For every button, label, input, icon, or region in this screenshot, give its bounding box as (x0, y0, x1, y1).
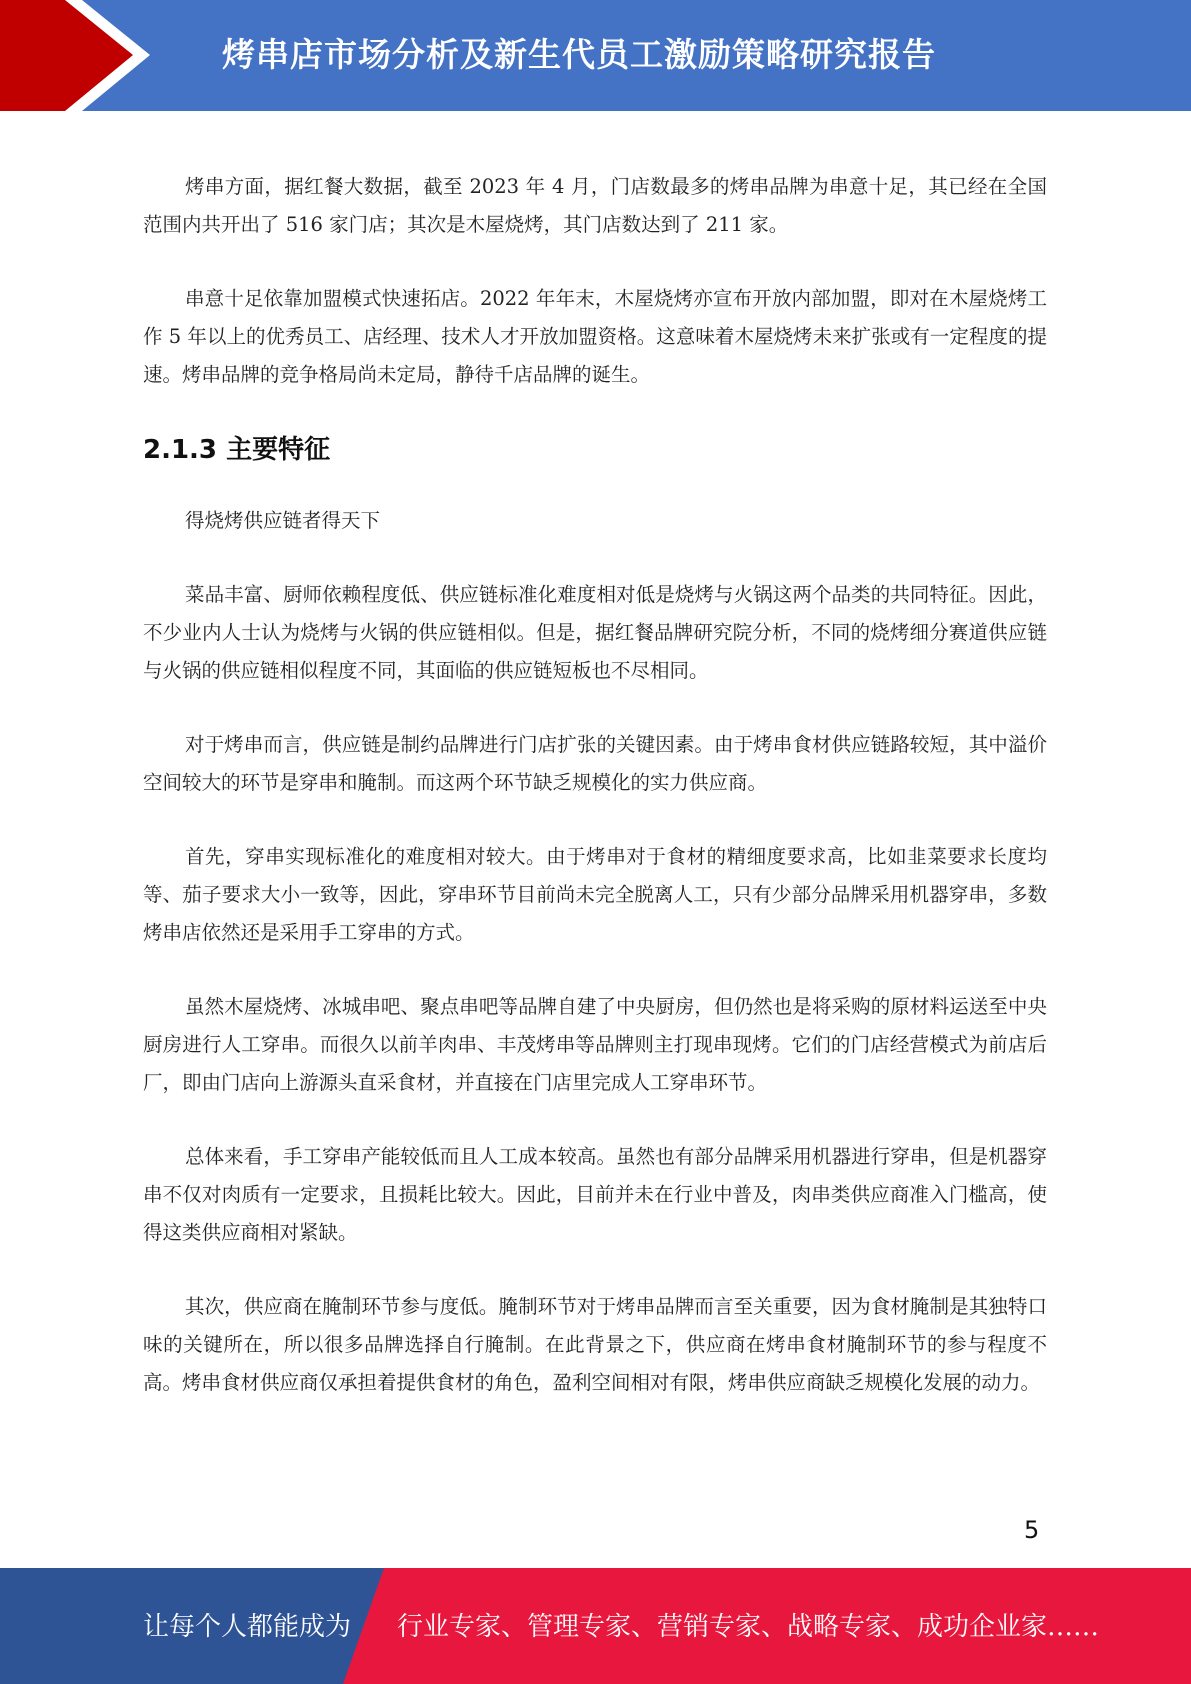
paragraph: 串意十足依靠加盟模式快速拓店。2022 年年末，木屋烧烤亦宣布开放内部加盟，即对在木屋烧烤工作 5 年以上的优秀员工、店经理、技术人才开放加盟资格。这意味着木屋烧烤未来扩张或有一定程度的提速。烤串品牌的竞争格局尚未定局，静待千店品牌的诞生。 (143, 287, 1047, 386)
paragraph: 对于烤串而言，供应链是制约品牌进行门店扩张的关键因素。由于烤串食材供应链路较短，其中溢价空间较大的环节是穿串和腌制。而这两个环节缺乏规模化的实力供应商。 (143, 733, 1047, 794)
paragraph: 总体来看，手工穿串产能较低而且人工成本较高。虽然也有部分品牌采用机器进行穿串，但是机器穿串不仅对肉质有一定要求，且损耗比较大。因此，目前并未在行业中普及，肉串类供应商准入门槛高，使得这类供应商相对紧缺。 (143, 1145, 1047, 1244)
page-header (0, 0, 1191, 111)
paragraph: 其次，供应商在腌制环节参与度低。腌制环节对于烤串品牌而言至关重要，因为食材腌制是其独特口味的关键所在，所以很多品牌选择自行腌制。在此背景之下，供应商在烤串食材腌制环节的参与程度不高。烤串食材供应商仅承担着提供食材的角色，盈利空间相对有限，烤串供应商缺乏规模化发展的动力。 (143, 1295, 1047, 1394)
paragraph: 烤串方面，据红餐大数据，截至 2023 年 4 月，门店数最多的烤串品牌为串意十足，其已经在全国范围内共开出了 516 家门店；其次是木屋烧烤，其门店数达到了 211 家。 (143, 175, 1047, 236)
paragraph: 菜品丰富、厨师依赖程度低、供应链标准化难度相对低是烧烤与火锅这两个品类的共同特征。因此，不少业内人士认为烧烤与火锅的供应链相似。但是，据红餐品牌研究院分析，不同的烧烤细分赛道供应链与火锅的供应链相似程度不同，其面临的供应链短板也不尽相同。 (143, 583, 1047, 682)
paragraph: 首先，穿串实现标准化的难度相对较大。由于烤串对于食材的精细度要求高，比如韭菜要求长度均等、茄子要求大小一致等，因此，穿串环节目前尚未完全脱离人工，只有少部分品牌采用机器穿串，多数烤串店依然还是采用手工穿串的方式。 (143, 845, 1047, 944)
main-content (143, 168, 1047, 1438)
footer-slogan-left: 让每个人都能成为 (143, 1612, 352, 1642)
footer-slogan-right: 行业专家、管理专家、营销专家、战略专家、成功企业家…… (397, 1612, 1100, 1642)
paragraph-subtitle: 得烧烤供应链者得天下 (185, 509, 381, 532)
section-heading: 2.1.3 主要特征 (143, 435, 331, 465)
report-title: 烤串店市场分析及新生代员工激励策略研究报告 (222, 35, 936, 74)
header-chevron-decoration (0, 0, 160, 111)
page-footer (0, 1568, 1191, 1684)
page-number: 5 (1024, 1516, 1040, 1544)
paragraph: 虽然木屋烧烤、冰城串吧、聚点串吧等品牌自建了中央厨房，但仍然也是将采购的原材料运送至中央厨房进行人工穿串。而很久以前羊肉串、丰茂烤串等品牌则主打现串现烤。它们的门店经营模式为前店后厂，即由门店向上游源头直采食材，并直接在门店里完成人工穿串环节。 (143, 995, 1047, 1094)
